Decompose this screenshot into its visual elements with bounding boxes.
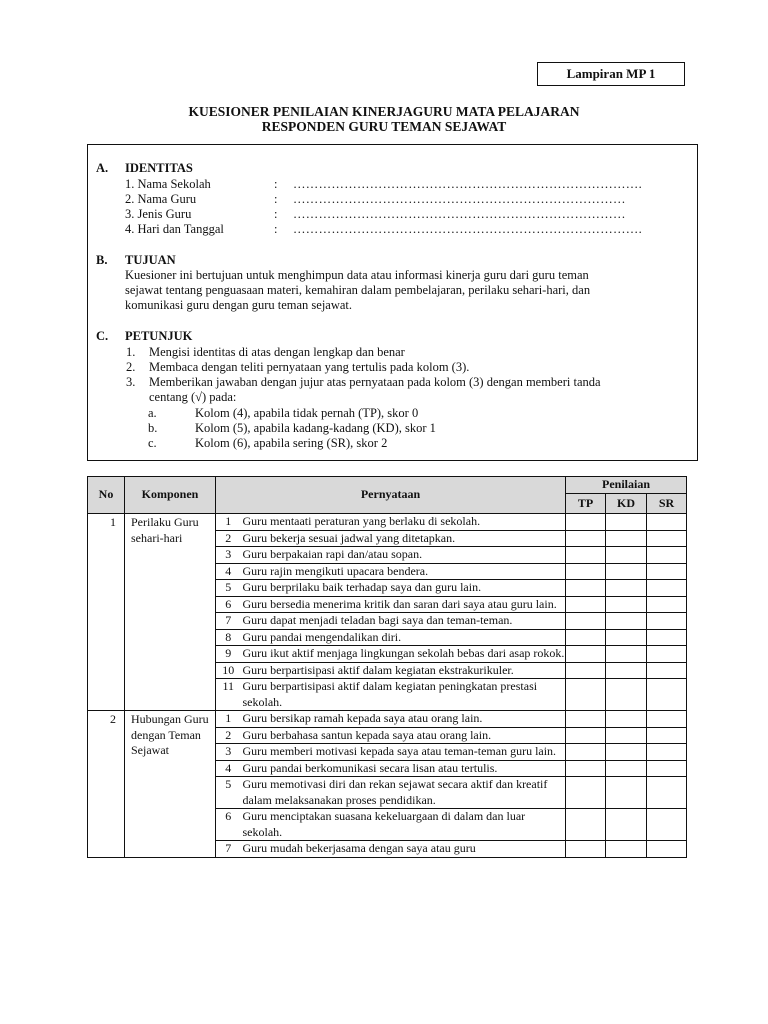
field-colon: : [274, 192, 278, 206]
section-a-letter: A. [96, 161, 109, 175]
statement-text: Guru bekerja sesuai jadwal yang ditetapkan. [241, 530, 566, 547]
rating-cell-tp[interactable] [566, 679, 606, 711]
rating-cell-sr[interactable] [647, 596, 687, 613]
statement-number: 6 [216, 809, 241, 841]
rating-cell-tp[interactable] [566, 809, 606, 841]
rating-cell-tp[interactable] [566, 580, 606, 597]
rating-cell-tp[interactable] [566, 547, 606, 564]
rating-cell-kd[interactable] [606, 841, 647, 858]
statement-text: Guru rajin mengikuti upacara bendera. [241, 563, 566, 580]
rating-cell-tp[interactable] [566, 760, 606, 777]
rating-cell-sr[interactable] [647, 563, 687, 580]
rating-cell-tp[interactable] [566, 777, 606, 809]
rating-cell-sr[interactable] [647, 514, 687, 531]
section-b-letter: B. [96, 253, 108, 267]
statement-number: 1 [216, 514, 241, 531]
statement-number: 4 [216, 563, 241, 580]
statement-number: 7 [216, 613, 241, 630]
statement-text: Guru mudah bekerjasama dengan saya atau guru [241, 841, 566, 858]
rating-cell-kd[interactable] [606, 711, 647, 728]
rating-cell-sr[interactable] [647, 777, 687, 809]
sub-instruction-text: Kolom (4), apabila tidak pernah (TP), skor 0 [195, 406, 419, 420]
rating-cell-sr[interactable] [647, 646, 687, 663]
sub-instruction-letter: c. [148, 436, 157, 450]
rating-cell-sr[interactable] [647, 711, 687, 728]
rating-cell-tp[interactable] [566, 662, 606, 679]
statement-text: Guru pandai berkomunikasi secara lisan atau tertulis. [241, 760, 566, 777]
statement-number: 1 [216, 711, 241, 728]
rating-cell-kd[interactable] [606, 662, 647, 679]
rating-cell-tp[interactable] [566, 646, 606, 663]
statement-number: 5 [216, 580, 241, 597]
rating-cell-tp[interactable] [566, 613, 606, 630]
statement-number: 8 [216, 629, 241, 646]
statement-text: Guru berpartisipasi aktif dalam kegiatan ekstrakurikuler. [241, 662, 566, 679]
rating-cell-kd[interactable] [606, 679, 647, 711]
statement-text: Guru berbahasa santun kepada saya atau orang lain. [241, 727, 566, 744]
statement-number: 10 [216, 662, 241, 679]
instruction-text: Membaca dengan teliti pernyataan yang tertulis pada kolom (3). [149, 360, 470, 374]
instruction-text: centang (√) pada: [149, 390, 237, 404]
sub-instruction-text: Kolom (5), apabila kadang-kadang (KD), skor 1 [195, 421, 436, 435]
statement-number: 11 [216, 679, 241, 711]
statement-text: Guru berpartisipasi aktif dalam kegiatan peningkatan prestasi sekolah. [241, 679, 566, 711]
statement-number: 4 [216, 760, 241, 777]
statement-number: 2 [216, 727, 241, 744]
rating-cell-kd[interactable] [606, 580, 647, 597]
rating-cell-tp[interactable] [566, 629, 606, 646]
rating-cell-sr[interactable] [647, 679, 687, 711]
field-colon: : [274, 222, 278, 236]
header-kd: KD [606, 494, 647, 514]
header-pernyataan: Pernyataan [216, 477, 566, 514]
statement-text: Guru dapat menjadi teladan bagi saya dan teman-teman. [241, 613, 566, 630]
header-tp: TP [566, 494, 606, 514]
sub-instruction-letter: a. [148, 406, 157, 420]
field-label: 3. Jenis Guru [125, 207, 192, 221]
section-b-heading: TUJUAN [125, 253, 176, 267]
rating-cell-sr[interactable] [647, 841, 687, 858]
rating-cell-tp[interactable] [566, 530, 606, 547]
statement-number: 6 [216, 596, 241, 613]
rating-cell-kd[interactable] [606, 530, 647, 547]
rating-cell-kd[interactable] [606, 727, 647, 744]
group-component: Hubungan Guru dengan Teman Sejawat [125, 711, 216, 858]
document-title-line2: RESPONDEN GURU TEMAN SEJAWAT [261, 119, 507, 134]
statement-number: 5 [216, 777, 241, 809]
rating-cell-sr[interactable] [647, 613, 687, 630]
field-colon: : [274, 177, 278, 191]
rating-cell-tp[interactable] [566, 841, 606, 858]
rating-cell-sr[interactable] [647, 662, 687, 679]
document-title-line1: KUESIONER PENILAIAN KINERJAGURU MATA PELAJARAN [188, 104, 580, 119]
field-dots-date[interactable]: ………………………………………………………………………. [293, 222, 643, 236]
instruction-number: 1. [126, 345, 136, 359]
rating-cell-tp[interactable] [566, 596, 606, 613]
instruction-text: Memberikan jawaban dengan jujur atas pernyataan pada kolom (3) dengan memberi tanda [149, 375, 601, 389]
statement-text: Guru bersedia menerima kritik dan saran dari saya atau guru lain. [241, 596, 566, 613]
rating-cell-kd[interactable] [606, 596, 647, 613]
statement-text: Guru berprilaku baik terhadap saya dan guru lain. [241, 580, 566, 597]
sub-instruction-text: Kolom (6), apabila sering (SR), skor 2 [195, 436, 388, 450]
statement-text: Guru memotivasi diri dan rekan sejawat secara aktif dan kreatif dalam melaksanakan proses pendidikan. [241, 777, 566, 809]
header-penilaian: Penilaian [566, 477, 687, 494]
rating-cell-kd[interactable] [606, 744, 647, 761]
instruction-number: 3. [126, 375, 136, 389]
rating-cell-kd[interactable] [606, 760, 647, 777]
rating-cell-kd[interactable] [606, 809, 647, 841]
section-c-heading: PETUNJUK [125, 329, 193, 343]
rating-cell-kd[interactable] [606, 547, 647, 564]
statement-number: 2 [216, 530, 241, 547]
rating-cell-sr[interactable] [647, 727, 687, 744]
lampiran-label: Lampiran MP 1 [537, 62, 685, 86]
rating-cell-tp[interactable] [566, 744, 606, 761]
statement-text: Guru pandai mengendalikan diri. [241, 629, 566, 646]
header-sr: SR [647, 494, 687, 514]
statement-text: Guru berpakaian rapi dan/atau sopan. [241, 547, 566, 564]
section-a-heading: IDENTITAS [125, 161, 193, 175]
rating-cell-kd[interactable] [606, 563, 647, 580]
rating-cell-kd[interactable] [606, 514, 647, 531]
rating-cell-kd[interactable] [606, 629, 647, 646]
statement-text: Guru ikut aktif menjaga lingkungan sekolah bebas dari asap rokok. [242, 646, 565, 660]
section-c-letter: C. [96, 329, 109, 343]
field-label: 4. Hari dan Tanggal [125, 222, 224, 236]
rating-cell-sr[interactable] [647, 530, 687, 547]
header-komponen: Komponen [125, 477, 216, 514]
statement-text: Guru memberi motivasi kepada saya atau teman-teman guru lain. [241, 744, 566, 761]
statement-number: 9 [216, 646, 241, 663]
group-component: Perilaku Guru sehari-hari [125, 514, 216, 711]
rating-cell-sr[interactable] [647, 629, 687, 646]
field-dots-teacher[interactable]: …………………………………………………………………… [293, 192, 626, 206]
rating-cell-sr[interactable] [647, 809, 687, 841]
instruction-text: Mengisi identitas di atas dengan lengkap dan benar [149, 345, 405, 359]
statement-number: 7 [216, 841, 241, 858]
rating-cell-sr[interactable] [647, 744, 687, 761]
statement-number: 3 [216, 547, 241, 564]
rating-cell-sr[interactable] [647, 760, 687, 777]
purpose-text: komunikasi guru dengan guru teman sejawat. [125, 298, 353, 312]
rating-cell-kd[interactable] [606, 613, 647, 630]
rating-cell-kd[interactable] [606, 777, 647, 809]
purpose-text: sejawat tentang penguasaan materi, kemahiran dalam pembelajaran, perilaku sehari-hari, dan [125, 283, 591, 297]
field-label: 2. Nama Guru [125, 192, 197, 206]
statement-text: Guru menciptakan suasana kekeluargaan di dalam dan luar sekolah. [241, 809, 566, 841]
statement-number: 3 [216, 744, 241, 761]
group-number: 2 [88, 711, 125, 858]
rating-cell-tp[interactable] [566, 514, 606, 531]
purpose-text: Kuesioner ini bertujuan untuk menghimpun data atau informasi kinerja guru dari guru teman [125, 268, 589, 282]
questionnaire-table [87, 476, 687, 858]
header-no: No [88, 477, 125, 514]
rating-cell-tp[interactable] [566, 727, 606, 744]
rating-cell-kd[interactable] [606, 646, 647, 663]
field-dots-school[interactable]: ………………………………………………………………………. [293, 177, 643, 191]
field-label: 1. Nama Sekolah [125, 177, 211, 191]
group-number: 1 [88, 514, 125, 711]
field-dots-type[interactable]: …………………………………………………………………… [293, 207, 626, 221]
rating-cell-tp[interactable] [566, 711, 606, 728]
field-colon: : [274, 207, 278, 221]
statement-text: Guru bersikap ramah kepada saya atau orang lain. [241, 711, 566, 728]
rating-cell-sr[interactable] [647, 580, 687, 597]
rating-cell-sr[interactable] [647, 547, 687, 564]
statement-text: Guru mentaati peraturan yang berlaku di sekolah. [241, 514, 566, 531]
instruction-number: 2. [126, 360, 136, 374]
rating-cell-tp[interactable] [566, 563, 606, 580]
sub-instruction-letter: b. [148, 421, 158, 435]
